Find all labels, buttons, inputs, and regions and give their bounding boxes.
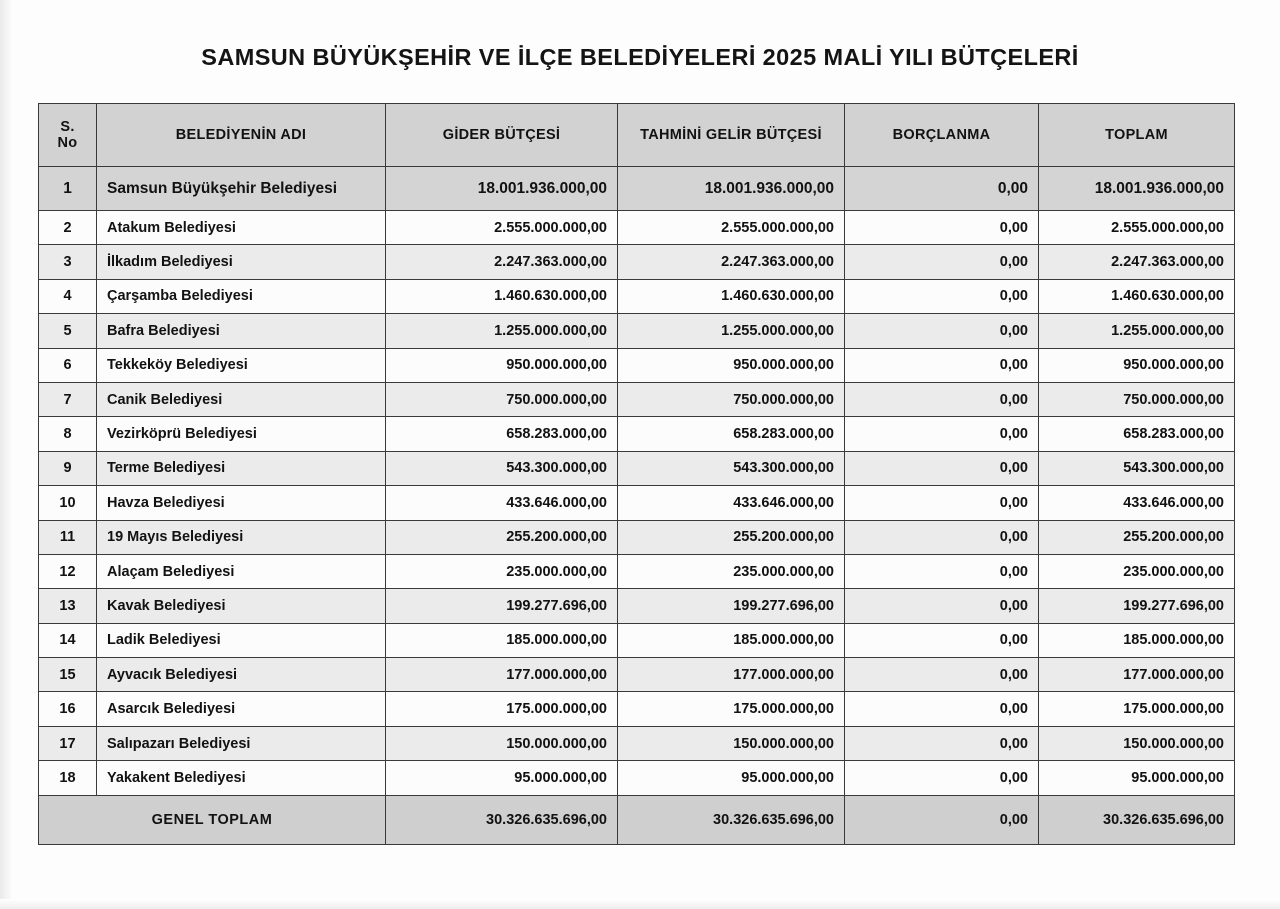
cell-toplam: 2.247.363.000,00 — [1039, 245, 1235, 279]
budget-table-container — [38, 103, 1234, 845]
table-row — [39, 417, 1235, 451]
column-header-no: S. No — [39, 104, 97, 167]
cell-gider: 177.000.000,00 — [386, 658, 618, 692]
cell-no: 13 — [39, 589, 97, 623]
cell-gider: 950.000.000,00 — [386, 348, 618, 382]
cell-no: 7 — [39, 382, 97, 416]
column-header-toplam: TOPLAM — [1039, 104, 1235, 167]
cell-gelir: 95.000.000,00 — [618, 761, 845, 795]
cell-no: 14 — [39, 623, 97, 657]
cell-name: Atakum Belediyesi — [97, 211, 386, 245]
column-header-gelir: TAHMİNİ GELİR BÜTÇESİ — [618, 104, 845, 167]
cell-no: 9 — [39, 451, 97, 485]
cell-gelir: 1.460.630.000,00 — [618, 279, 845, 313]
cell-no: 12 — [39, 554, 97, 588]
cell-name: Salıpazarı Belediyesi — [97, 726, 386, 760]
cell-toplam: 18.001.936.000,00 — [1039, 167, 1235, 211]
cell-borclanma: 0,00 — [845, 692, 1039, 726]
cell-name: Canik Belediyesi — [97, 382, 386, 416]
cell-borclanma: 0,00 — [845, 658, 1039, 692]
cell-toplam: 150.000.000,00 — [1039, 726, 1235, 760]
grand-total-label: GENEL TOPLAM — [39, 795, 386, 844]
grand-total-toplam: 30.326.635.696,00 — [1039, 795, 1235, 844]
table-row — [39, 167, 1235, 211]
cell-gider: 750.000.000,00 — [386, 382, 618, 416]
budget-table — [38, 103, 1235, 845]
table-row — [39, 314, 1235, 348]
cell-borclanma: 0,00 — [845, 623, 1039, 657]
cell-gelir: 2.555.000.000,00 — [618, 211, 845, 245]
cell-name: 19 Mayıs Belediyesi — [97, 520, 386, 554]
cell-gelir: 18.001.936.000,00 — [618, 167, 845, 211]
cell-borclanma: 0,00 — [845, 726, 1039, 760]
table-row — [39, 589, 1235, 623]
table-row — [39, 486, 1235, 520]
cell-name: Bafra Belediyesi — [97, 314, 386, 348]
cell-gider: 150.000.000,00 — [386, 726, 618, 760]
grand-total-row — [39, 795, 1235, 844]
cell-name: Tekkeköy Belediyesi — [97, 348, 386, 382]
cell-no: 4 — [39, 279, 97, 313]
cell-no: 15 — [39, 658, 97, 692]
table-row — [39, 623, 1235, 657]
scan-edge-bottom — [0, 899, 1280, 909]
cell-gider: 255.200.000,00 — [386, 520, 618, 554]
cell-no: 3 — [39, 245, 97, 279]
table-row — [39, 382, 1235, 416]
cell-name: Yakakent Belediyesi — [97, 761, 386, 795]
cell-gelir: 185.000.000,00 — [618, 623, 845, 657]
cell-gider: 658.283.000,00 — [386, 417, 618, 451]
cell-name: İlkadım Belediyesi — [97, 245, 386, 279]
cell-borclanma: 0,00 — [845, 554, 1039, 588]
cell-no: 11 — [39, 520, 97, 554]
cell-toplam: 658.283.000,00 — [1039, 417, 1235, 451]
cell-gelir: 1.255.000.000,00 — [618, 314, 845, 348]
cell-toplam: 950.000.000,00 — [1039, 348, 1235, 382]
table-row — [39, 554, 1235, 588]
cell-no: 2 — [39, 211, 97, 245]
cell-borclanma: 0,00 — [845, 279, 1039, 313]
cell-borclanma: 0,00 — [845, 211, 1039, 245]
grand-total-gelir: 30.326.635.696,00 — [618, 795, 845, 844]
cell-gider: 1.255.000.000,00 — [386, 314, 618, 348]
cell-toplam: 543.300.000,00 — [1039, 451, 1235, 485]
table-row — [39, 348, 1235, 382]
cell-gelir: 543.300.000,00 — [618, 451, 845, 485]
cell-no: 17 — [39, 726, 97, 760]
table-row — [39, 245, 1235, 279]
cell-name: Çarşamba Belediyesi — [97, 279, 386, 313]
cell-borclanma: 0,00 — [845, 417, 1039, 451]
table-row — [39, 761, 1235, 795]
cell-gider: 185.000.000,00 — [386, 623, 618, 657]
cell-toplam: 177.000.000,00 — [1039, 658, 1235, 692]
table-row — [39, 726, 1235, 760]
cell-no: 18 — [39, 761, 97, 795]
cell-gelir: 950.000.000,00 — [618, 348, 845, 382]
cell-no: 5 — [39, 314, 97, 348]
table-row — [39, 451, 1235, 485]
cell-gider: 433.646.000,00 — [386, 486, 618, 520]
table-row — [39, 692, 1235, 726]
grand-total-gider: 30.326.635.696,00 — [386, 795, 618, 844]
column-header-name: BELEDİYENİN ADI — [97, 104, 386, 167]
cell-gelir: 177.000.000,00 — [618, 658, 845, 692]
cell-borclanma: 0,00 — [845, 167, 1039, 211]
cell-name: Havza Belediyesi — [97, 486, 386, 520]
table-header-row — [39, 104, 1235, 167]
cell-name: Ayvacık Belediyesi — [97, 658, 386, 692]
cell-toplam: 750.000.000,00 — [1039, 382, 1235, 416]
cell-gelir: 433.646.000,00 — [618, 486, 845, 520]
cell-borclanma: 0,00 — [845, 486, 1039, 520]
cell-borclanma: 0,00 — [845, 589, 1039, 623]
cell-gider: 95.000.000,00 — [386, 761, 618, 795]
cell-toplam: 185.000.000,00 — [1039, 623, 1235, 657]
table-row — [39, 211, 1235, 245]
table-row — [39, 279, 1235, 313]
cell-gider: 18.001.936.000,00 — [386, 167, 618, 211]
cell-name: Terme Belediyesi — [97, 451, 386, 485]
cell-toplam: 2.555.000.000,00 — [1039, 211, 1235, 245]
table-footer — [39, 795, 1235, 844]
cell-no: 1 — [39, 167, 97, 211]
cell-borclanma: 0,00 — [845, 520, 1039, 554]
cell-name: Samsun Büyükşehir Belediyesi — [97, 167, 386, 211]
cell-no: 10 — [39, 486, 97, 520]
cell-no: 8 — [39, 417, 97, 451]
cell-no: 6 — [39, 348, 97, 382]
column-header-gider: GİDER BÜTÇESİ — [386, 104, 618, 167]
cell-gider: 2.555.000.000,00 — [386, 211, 618, 245]
cell-toplam: 95.000.000,00 — [1039, 761, 1235, 795]
cell-borclanma: 0,00 — [845, 348, 1039, 382]
cell-gider: 235.000.000,00 — [386, 554, 618, 588]
cell-toplam: 175.000.000,00 — [1039, 692, 1235, 726]
cell-gider: 199.277.696,00 — [386, 589, 618, 623]
cell-toplam: 1.255.000.000,00 — [1039, 314, 1235, 348]
scan-edge-left — [0, 0, 14, 909]
page-title: SAMSUN BÜYÜKŞEHİR VE İLÇE BELEDİYELERİ 2025 MALİ YILI BÜTÇELERİ — [201, 44, 1079, 70]
table-row — [39, 658, 1235, 692]
cell-name: Asarcık Belediyesi — [97, 692, 386, 726]
cell-gelir: 750.000.000,00 — [618, 382, 845, 416]
table-header — [39, 104, 1235, 167]
cell-toplam: 1.460.630.000,00 — [1039, 279, 1235, 313]
cell-name: Vezirköprü Belediyesi — [97, 417, 386, 451]
cell-name: Alaçam Belediyesi — [97, 554, 386, 588]
cell-gider: 543.300.000,00 — [386, 451, 618, 485]
table-body — [39, 167, 1235, 796]
cell-no: 16 — [39, 692, 97, 726]
grand-total-borclanma: 0,00 — [845, 795, 1039, 844]
cell-borclanma: 0,00 — [845, 761, 1039, 795]
cell-toplam: 433.646.000,00 — [1039, 486, 1235, 520]
cell-borclanma: 0,00 — [845, 451, 1039, 485]
cell-gelir: 175.000.000,00 — [618, 692, 845, 726]
cell-gelir: 658.283.000,00 — [618, 417, 845, 451]
cell-gider: 2.247.363.000,00 — [386, 245, 618, 279]
cell-gelir: 199.277.696,00 — [618, 589, 845, 623]
cell-gelir: 150.000.000,00 — [618, 726, 845, 760]
cell-toplam: 235.000.000,00 — [1039, 554, 1235, 588]
cell-toplam: 255.200.000,00 — [1039, 520, 1235, 554]
cell-name: Kavak Belediyesi — [97, 589, 386, 623]
cell-gelir: 235.000.000,00 — [618, 554, 845, 588]
cell-borclanma: 0,00 — [845, 314, 1039, 348]
cell-gelir: 2.247.363.000,00 — [618, 245, 845, 279]
table-row — [39, 520, 1235, 554]
cell-gelir: 255.200.000,00 — [618, 520, 845, 554]
column-header-borclanma: BORÇLANMA — [845, 104, 1039, 167]
cell-toplam: 199.277.696,00 — [1039, 589, 1235, 623]
cell-borclanma: 0,00 — [845, 245, 1039, 279]
cell-name: Ladik Belediyesi — [97, 623, 386, 657]
cell-gider: 1.460.630.000,00 — [386, 279, 618, 313]
cell-gider: 175.000.000,00 — [386, 692, 618, 726]
cell-borclanma: 0,00 — [845, 382, 1039, 416]
